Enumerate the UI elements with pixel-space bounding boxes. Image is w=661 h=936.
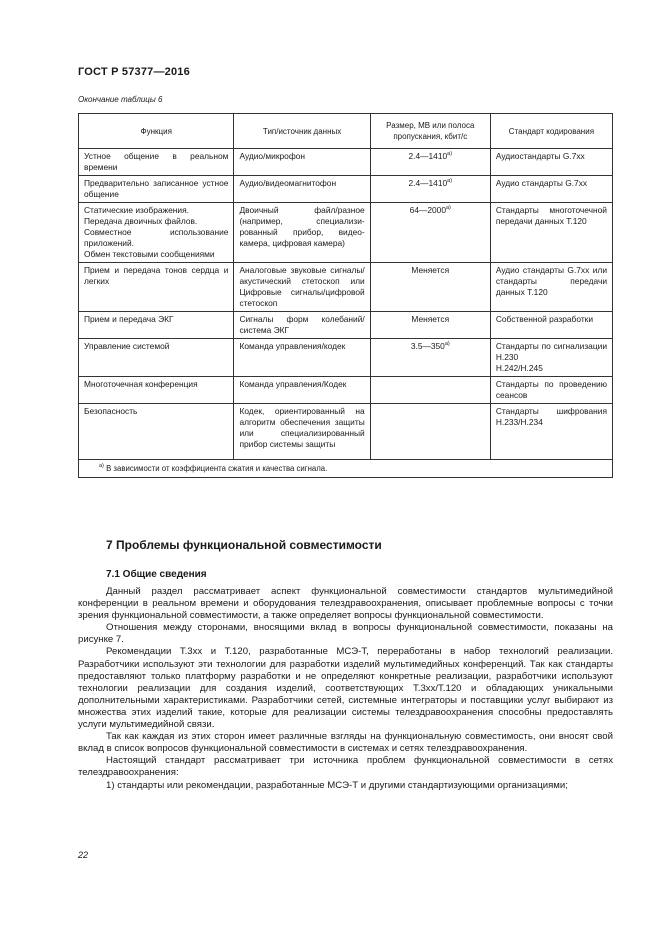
table-row (79, 263, 613, 312)
cell-standard-text: Стандарты по проведению сеансов (495, 379, 607, 400)
cell-size (370, 149, 490, 176)
cell-size-text: Меняется (411, 314, 450, 324)
page-number: 22 (78, 850, 89, 860)
paragraph: 1) стандарты или рекомендации, разработанные МСЭ-Т и другими стандартизующими организациями; (106, 779, 568, 791)
cell-source (234, 312, 370, 339)
cell-size (370, 377, 490, 404)
paragraph: Так как каждая из этих сторон имеет различные взгляды на функциональную совместимость, они вносят свой вклад в список вопросов функциональной совместимости в системах и сетях телездравоохранения. (78, 731, 613, 755)
cell-size-text: 64—2000 (409, 205, 446, 215)
cell-function-text: Прием и передача тонов сердца и легких (84, 265, 229, 286)
cell-source-text: Двоичный файл/разное (например, специализированный прибор, видеокамера, цифровая камера) (239, 205, 365, 248)
cell-standard (490, 263, 612, 312)
table-caption: Окончание таблицы 6 (78, 95, 163, 104)
footnote-text: В зависимости от коэффициента сжатия и качества сигнала. (106, 464, 328, 473)
cell-standard-text: Аудио стандарты G.7xx или стандарты передачи данных Т.120 (495, 265, 607, 297)
body-text (78, 586, 613, 792)
document-header: ГОСТ Р 57377—2016 (78, 66, 190, 78)
table-row (79, 176, 613, 203)
cell-source (234, 149, 370, 176)
size-footnote-mark: а) (447, 151, 453, 157)
cell-standard-text: Стандарты многоточечной передачи данных Т.120 (495, 205, 607, 226)
cell-function (79, 203, 234, 263)
cell-function-text: Многоточечная конференция (84, 379, 198, 389)
cell-standard-text: Стандарты по сигнализации Н.230 Н.242/Н.245 (495, 341, 607, 373)
cell-function (79, 149, 234, 176)
paragraph: Рекомендации Т.3xx и Т.120, разработанные МСЭ-Т, переработаны в набор технологий реализации. Разработчики используют эти технологии для разработки изделий мультимедийных конференций. Так как стандарты предоставляют только платформу разработки и не определяют конкретные реализации, разработчики используют технологии реализации для создания изделий, соответствующих Т.3xx/Т.120 и обладающих уникальными дополнительными характеристиками. Разработчики сетей, системные интеграторы и поставщики услуг выбирают из множества этих изделий такие, которые для реализации системы телездравоохранения способны предоставлять услуги мультимедийной связи. (78, 646, 613, 731)
table-header-row (79, 114, 613, 149)
cell-size-text: Меняется (411, 265, 450, 275)
cell-source (234, 377, 370, 404)
cell-standard-text: Собственной разработки (495, 314, 594, 324)
cell-source (234, 176, 370, 203)
cell-standard-text: Аудиостандарты G.7xx (495, 151, 585, 161)
cell-function-text: Управление системой (84, 341, 170, 351)
cell-size (370, 312, 490, 339)
column-header-size: Размер, МВ или полоса пропускания, кбит/с (370, 114, 490, 149)
column-header-function: Функция (79, 114, 234, 149)
cell-source (234, 203, 370, 263)
size-footnote-mark: а) (447, 178, 453, 184)
cell-size-text: 3.5—350 (410, 341, 445, 351)
cell-function (79, 312, 234, 339)
cell-size-text: 2.4—1410 (408, 178, 448, 188)
table-row (79, 339, 613, 377)
section-title: 7 Проблемы функциональной совместимости (106, 538, 382, 552)
cell-size (370, 404, 490, 460)
subsection-title: 7.1 Общие сведения (106, 569, 207, 580)
cell-function (79, 339, 234, 377)
cell-standard (490, 176, 612, 203)
size-footnote-mark: а) (444, 341, 450, 347)
cell-size (370, 176, 490, 203)
cell-function (79, 404, 234, 460)
footnote-mark: а) (99, 463, 104, 469)
table-footnote-row (79, 460, 613, 478)
cell-standard-text: Стандарты шифрования Н.233/Н.234 (495, 406, 607, 427)
cell-size (370, 203, 490, 263)
table-row (79, 149, 613, 176)
cell-standard-text: Аудио стандарты G.7xx (495, 178, 588, 188)
column-header-source: Тип/источник данных (234, 114, 370, 149)
column-header-standard: Стандарт кодирования (490, 114, 612, 149)
cell-standard (490, 339, 612, 377)
cell-function-text: Прием и передача ЭКГ (84, 314, 174, 324)
cell-source-text: Кодек, ориентированный на алгоритм обеспечения защиты или специализированный прибор системы защиты (239, 406, 365, 449)
table-footnote (79, 460, 613, 478)
cell-function (79, 176, 234, 203)
paragraph: Отношения между сторонами, вносящими вклад в вопросы функциональной совместимости, показаны на рисунке 7. (78, 622, 613, 646)
cell-source-text: Сигналы форм колебаний/система ЭКГ (239, 314, 365, 335)
cell-source-text: Команда управления/Кодек (239, 379, 347, 389)
cell-standard (490, 404, 612, 460)
table-row (79, 312, 613, 339)
cell-source (234, 404, 370, 460)
cell-size-text: 2.4—1410 (408, 151, 448, 161)
cell-standard (490, 203, 612, 263)
cell-standard (490, 377, 612, 404)
size-footnote-mark: а) (445, 205, 451, 211)
cell-function-text: Безопасность (84, 406, 138, 416)
cell-standard (490, 312, 612, 339)
cell-source-text: Аудио/видеомагнитофон (239, 178, 337, 188)
cell-size (370, 339, 490, 377)
table-row (79, 404, 613, 460)
cell-standard (490, 149, 612, 176)
cell-function (79, 377, 234, 404)
cell-function (79, 263, 234, 312)
cell-source-text: Аналоговые звуковые сигналы/акустический стетоскоп или Цифровые сигналы/цифровой стетоскоп (239, 265, 365, 308)
table-row (79, 377, 613, 404)
paragraph: Данный раздел рассматривает аспект функциональной совместимости стандартов мультимедийной конференции в реальном времени и оборудования телездравоохранения, описывает проблемные вопросы с точки зрения функциональной совместимости, а также определяет вопросы функциональной совместимости. (78, 586, 613, 622)
table-row (79, 203, 613, 263)
cell-size (370, 263, 490, 312)
cell-source (234, 339, 370, 377)
cell-source (234, 263, 370, 312)
cell-function-text: Статические изображения. Передача двоичных файлов. Совместное использование приложений. Обмен текстовыми сообщениями (84, 205, 229, 259)
cell-function-text: Предварительно записанное устное общение (84, 178, 229, 199)
paragraph: Настоящий стандарт рассматривает три источника проблем функциональной совместимости в сетях телездравоохранения: (78, 755, 613, 779)
cell-function-text: Устное общение в реальном времени (84, 151, 229, 172)
cell-source-text: Аудио/микрофон (239, 151, 305, 161)
cell-source-text: Команда управления/кодек (239, 341, 346, 351)
data-table (78, 113, 613, 478)
